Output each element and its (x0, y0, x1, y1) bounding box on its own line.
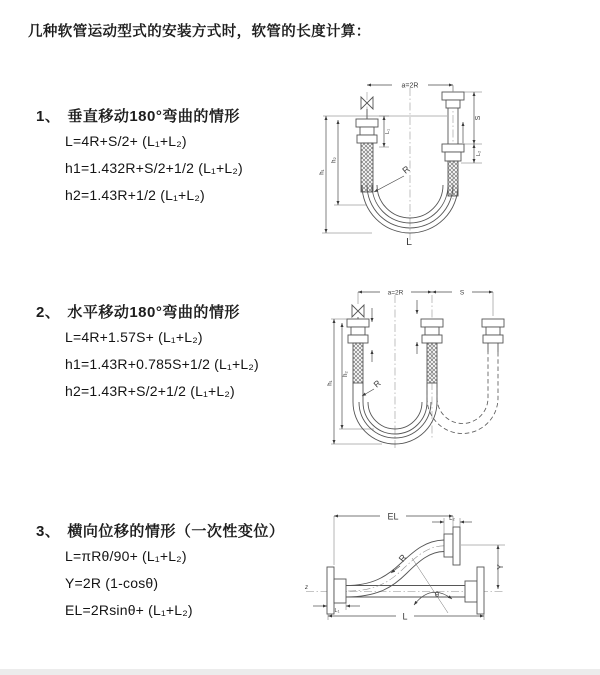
formula-line: L=4R+S/2+ (L₁+L₂) (65, 133, 187, 149)
braided-hose-left (361, 143, 373, 192)
theta-label: θ (434, 590, 440, 599)
dim-label-l2: L₂ (449, 516, 455, 522)
middle-flange (421, 319, 443, 343)
radius-label: R (371, 377, 383, 390)
dim-label-h1: h₁ (327, 380, 334, 386)
dimension-s (432, 290, 493, 297)
section-3-title: 横向位移的情形（一次性变位） (67, 523, 285, 540)
radius-label: R (400, 163, 412, 176)
left-flange (356, 119, 378, 143)
formula-line: EL=2Rsinθ+ (L₁+L₂) (65, 602, 193, 618)
section-3-heading (36, 520, 284, 541)
dim-label-a2r: a=2R (387, 289, 404, 297)
right-flange (482, 319, 504, 343)
radius-and-angle (391, 552, 452, 613)
dim-label-a2r: a=2R (401, 82, 419, 90)
right-pipe (442, 92, 464, 196)
centerlines (395, 295, 432, 450)
section-2-title: 水平移动180°弯曲的情形 (67, 304, 240, 321)
diagram-vertical-180-bend (315, 74, 501, 248)
upper-flange (444, 527, 460, 565)
dim-label-h2: h₂ (331, 157, 338, 163)
left-flange (347, 319, 369, 343)
radius-leader (362, 378, 383, 396)
page-title: 几种软管运动型式的安装方式时，软管的长度计算： (28, 24, 371, 40)
dimension-l (328, 612, 484, 622)
dimension-l1 (379, 116, 391, 147)
formula-line: L=4R+1.57S+ (L₁+L₂) (65, 329, 203, 345)
dimension-el (334, 512, 453, 566)
section-2-heading (36, 301, 240, 322)
diagram-horizontal-180-bend (326, 283, 508, 455)
dim-label-h2: h₂ (343, 371, 349, 377)
displaced-hose-s-curve (346, 540, 444, 597)
dim-label-el: EL (387, 511, 399, 522)
dim-label-l: L (402, 611, 408, 622)
dimension-l1 (313, 603, 360, 614)
dim-label-y: Y (496, 564, 505, 570)
radius-leader (374, 163, 412, 192)
formula-line: Y=2R (1-cosθ) (65, 575, 159, 591)
section-2 (36, 301, 259, 399)
section-1-number: 1、 (36, 108, 61, 125)
fitting-dimension-arrows (372, 300, 417, 362)
dim-label-l1: L₁ (385, 129, 391, 134)
section-3-number: 3、 (36, 523, 61, 540)
valve-icon (352, 305, 364, 319)
section-1 (36, 105, 243, 203)
centerlines (323, 86, 453, 240)
dimension-l2 (432, 516, 472, 534)
section-1-title: 垂直移动180°弯曲的情形 (67, 108, 240, 125)
lower-right-flange (465, 567, 484, 614)
dim-label-s: S (459, 289, 465, 297)
formula-line: h2=1.43R+S/2+1/2 (L₁+L₂) (65, 383, 235, 399)
radius-label: R (396, 552, 409, 564)
hose-u-bend-moved-dashed (427, 343, 498, 434)
formula-line: h1=1.43R+0.785S+1/2 (L₁+L₂) (65, 356, 259, 372)
dim-label-l2: L₂ (476, 150, 482, 157)
dim-label-l1: L₁ (334, 608, 340, 614)
formula-line: h2=1.43R+1/2 (L₁+L₂) (65, 187, 205, 203)
section-3 (36, 520, 285, 618)
length-label: L (406, 236, 412, 248)
formula-line: L=πRθ/90+ (L₁+L₂) (65, 548, 187, 564)
formula-line: h1=1.432R+S/2+1/2 (L₁+L₂) (65, 160, 243, 176)
diagram-lateral-displacement (300, 506, 550, 642)
dim-label-s: S (475, 115, 482, 121)
braided-hose-middle (427, 343, 437, 383)
section-1-heading (36, 105, 240, 126)
centerline-break-mark: z (305, 585, 308, 591)
page-edge-shadow (0, 669, 600, 675)
dimension-a-2r (358, 290, 493, 316)
section-2-number: 2、 (36, 304, 61, 321)
dim-label-h1: h₁ (319, 169, 326, 175)
left-flange (327, 567, 346, 614)
braided-hose-left (353, 343, 363, 383)
